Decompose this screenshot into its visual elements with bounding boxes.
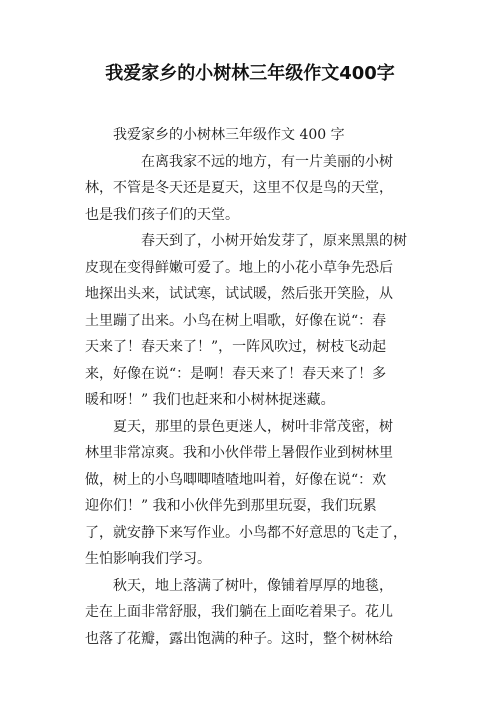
- body-line: 土里蹦了出来。小鸟在树上唱歌，好像在说“：春: [85, 312, 387, 329]
- body-line: 也是我们孩子们的天堂。: [85, 206, 239, 223]
- body-line: 生怕影响我们学习。: [85, 551, 211, 567]
- document-body: [85, 122, 425, 652]
- body-line: 在离我家不远的地方，有一片美丽的小树: [141, 153, 393, 170]
- body-line: 天来了！春天来了！”，一阵风吹过，树枝飞动起: [85, 339, 387, 355]
- body-line: 来，好像在说“：是啊！春天来了！春天来了！多: [85, 365, 387, 382]
- body-line: 走在上面非常舒服，我们躺在上面吃着果子。花儿: [85, 604, 393, 620]
- body-line: 夏天，那里的景色更迷人，树叶非常茂密，树: [113, 418, 393, 435]
- body-line: 林里非常凉爽。我和小伙伴带上暑假作业到树林里: [85, 445, 393, 461]
- body-line: 也落了花瓣，露出饱满的种子。这时，整个树林给: [85, 630, 393, 647]
- body-line: 做，树上的小鸟唧唧喳喳地叫着，好像在说“：欢: [85, 471, 387, 488]
- body-line: 林，不管是冬天还是夏天，这里不仅是鸟的天堂，: [85, 180, 393, 196]
- body-line: 皮现在变得鲜嫩可爱了。地上的小花小草争先恐后: [85, 259, 393, 276]
- body-line: 了，就安静下来写作业。小鸟都不好意思的飞走了，: [85, 524, 407, 541]
- body-line: 地探出头来，试试寒，试试暖，然后张开笑脸，从: [85, 286, 393, 302]
- body-line: 春天到了，小树开始发芽了，原来黑黑的树: [141, 233, 407, 249]
- body-line: 暖和呀！” 我们也赶来和小树林捉迷藏。: [85, 392, 335, 408]
- body-line: 迎你们！” 我和小伙伴先到那里玩耍，我们玩累: [85, 498, 377, 514]
- document-title: 我爱家乡的小树林三年级作文400字: [105, 63, 395, 84]
- body-line: 秋天，地上落满了树叶，像铺着厚厚的地毯，: [113, 577, 393, 594]
- document-subtitle: 我爱家乡的小树林三年级作文 400 字: [113, 127, 345, 143]
